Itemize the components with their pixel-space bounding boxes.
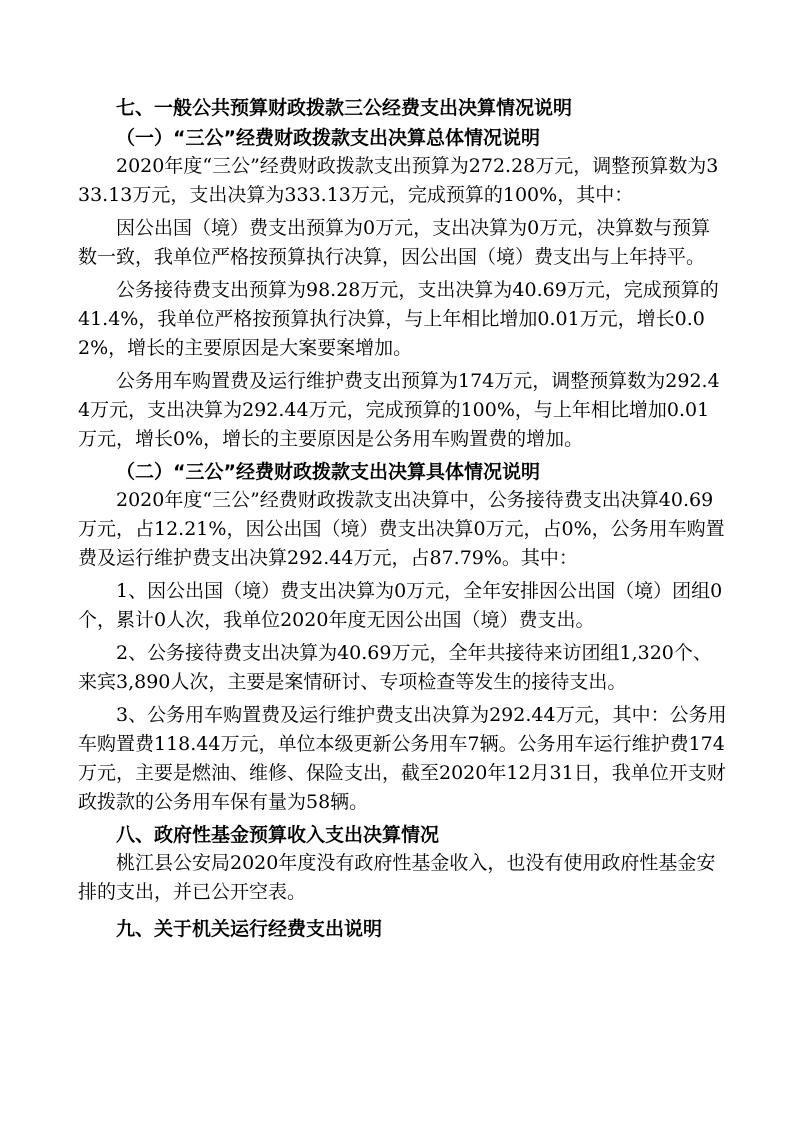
paragraph-detail-overseas: 1、因公出国（境）费支出决算为0万元，全年安排因公出国（境）团组0个，累计0人次，我单位2020年度无因公出国（境）费支出。 [78,580,723,631]
paragraph-reception-budget: 公务接待费支出预算为98.28万元，支出决算为40.69万元，完成预算的41.4%，我单位严格按预算执行决算，与上年相比增加0.01万元，增长0.02%，增长的主要原因是大案要案增加。 [78,279,719,359]
paragraph-detail-summary: 2020年度“三公”经费财政拨款支出决算中，公务接待费支出决算40.69万元，占12.21%，因公出国（境）费支出决算0万元，占0%，公务用车购置费及运行维护费支出决算292.44万元，占87.79%。其中： [78,489,725,569]
section-7-2-heading: （二）“三公”经费财政拨款支出决算具体情况说明 [116,461,540,483]
section-7-heading: 七、一般公共预算财政拨款三公经费支出决算情况说明 [116,97,573,119]
document-body [78,94,728,943]
paragraph-government-fund: 桃江县公安局2020年度没有政府性基金收入，也没有使用政府性基金安排的支出，并已公开空表。 [78,852,716,903]
paragraph-total-budget: 2020年度“三公”经费财政拨款支出预算为272.28万元，调整预算数为333.13万元，支出决算为333.13万元，完成预算的100%，其中： [78,155,719,206]
paragraph-overseas-budget: 因公出国（境）费支出预算为0万元，支出决算为0万元，决算数与预算数一致，我单位严格按预算执行决算，因公出国（境）费支出与上年持平。 [78,217,711,268]
section-9-heading: 九、关于机关运行经费支出说明 [116,918,383,940]
section-7-1-heading: （一）“三公”经费财政拨款支出决算总体情况说明 [116,127,540,149]
section-8-heading: 八、政府性基金预算收入支出决算情况 [116,824,440,846]
paragraph-detail-vehicle: 3、公务用车购置费及运行维护费支出决算为292.44万元，其中：公务用车购置费118.44万元，单位本级更新公务用车7辆。公务用车运行维护费174万元，主要是燃油、维修、保险支出，截至2020年12月31日，我单位开支财政拨款的公务用车保有量为58辆。 [78,704,727,813]
paragraph-vehicle-budget: 公务用车购置费及运行维护费支出预算为174万元，调整预算数为292.44万元，支出决算为292.44万元，完成预算的100%，与上年相比增加0.01万元，增长0%，增长的主要原因是公务用车购置费的增加。 [78,370,720,450]
paragraph-detail-reception: 2、公务接待费支出决算为40.69万元，全年共接待来访团组1,320个、来宾3,890人次，主要是案情研讨、专项检查等发生的接待支出。 [78,642,712,693]
